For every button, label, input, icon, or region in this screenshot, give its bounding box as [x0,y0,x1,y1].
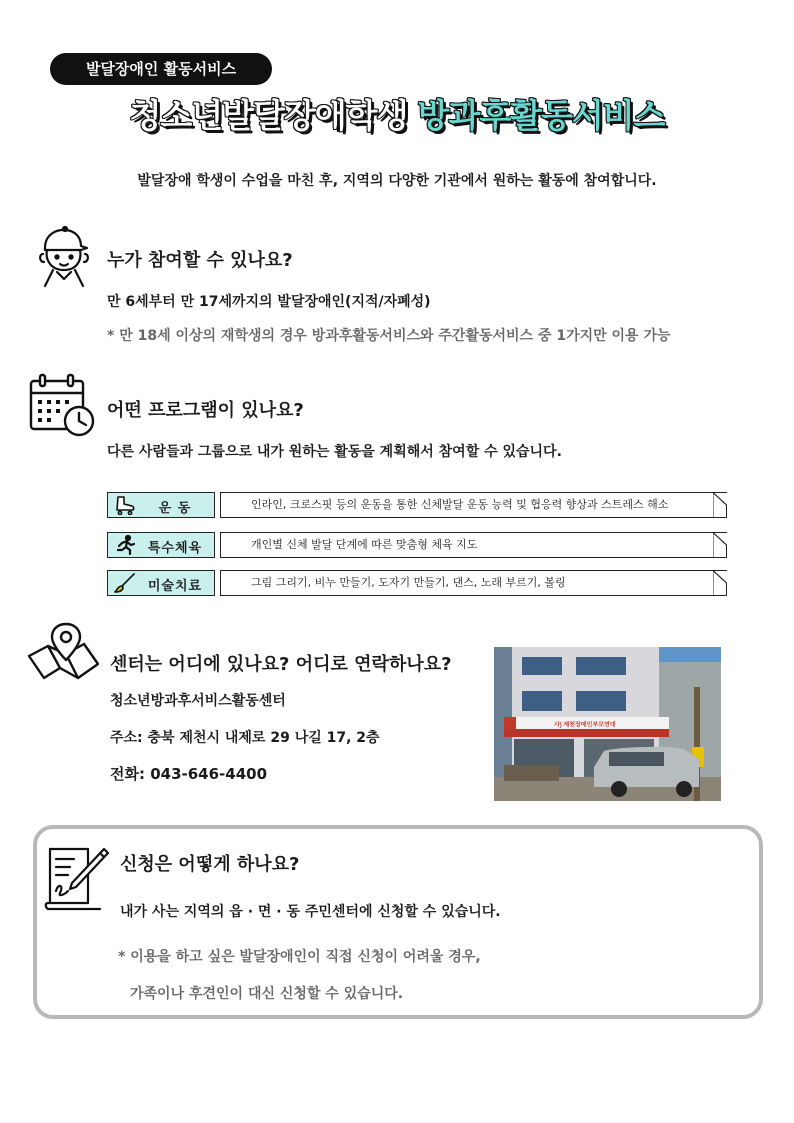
center-address: 주소: 충북 제천시 내제로 29 나길 17, 2층 [110,730,380,746]
program-label: 운 동 [107,492,215,518]
calendar-clock-icon [28,373,98,439]
map-pin-icon [26,622,100,684]
program-desc: 그림 그리기, 비누 만들기, 도자기 만들기, 댄스, 노래 부르기, 볼링 [220,570,727,596]
page-title [0,90,794,137]
folded-corner [713,570,727,596]
category-pill: 발달장애인 활동서비스 [50,53,272,85]
age-note: * 만 18세 이상의 재학생의 경우 방과후활동서비스와 주간활동서비스 중 1가지만 이용 가능 [107,328,671,344]
title-part2: 방과후활동서비스 [417,96,665,135]
program-desc: 인라인, 크로스핏 등의 운동을 통한 신체발달 운동 능력 및 협응력 향상과 스트레스 해소 [220,492,727,518]
running-person-icon [114,535,136,555]
program-row-special-pe [107,532,727,558]
program-label: 미술치료 [107,570,215,596]
roller-skate-icon [114,495,136,515]
folded-corner [713,492,727,518]
apply-heading: 신청은 어떻게 하나요? [120,854,300,875]
building-sign-text: 사) 제천장애인부모연대 [554,722,616,729]
child-face-icon [35,226,93,288]
programs-description: 다른 사람들과 그룹으로 내가 원하는 활동을 계획해서 참여할 수 있습니다. [107,444,562,460]
apply-instruction: 내가 사는 지역의 읍 · 면 · 동 주민센터에 신청할 수 있습니다. [120,904,501,920]
center-heading: 센터는 어디에 있나요? 어디로 연락하나요? [110,654,452,675]
center-phone: 전화: 043-646-4400 [110,765,268,783]
center-name: 청소년방과후서비스활동센터 [110,693,286,709]
intro-text: 발달장애 학생이 수업을 마친 후, 지역의 다양한 기관에서 원하는 활동에 참여합니다. [137,173,657,189]
apply-note-line2: 가족이나 후견인이 대신 신청할 수 있습니다. [130,986,404,1002]
apply-note-line1: * 이용을 하고 싶은 발달장애인이 직접 신청이 어려울 경우, [118,949,481,965]
programs-heading: 어떤 프로그램이 있나요? [107,400,304,421]
document-pen-icon [42,845,110,917]
program-label: 특수체육 [107,532,215,558]
title-part1: 청소년발달장애학생 [129,96,408,135]
folded-corner [713,532,727,558]
paintbrush-icon [114,573,136,593]
eligibility-text: 만 6세부터 만 17세까지의 발달장애인(지적/자폐성) [107,294,431,310]
who-heading: 누가 참여할 수 있나요? [107,250,293,271]
center-building-photo [494,647,721,801]
program-row-exercise [107,492,727,518]
program-row-art-therapy [107,570,727,596]
program-desc: 개인별 신체 발달 단계에 따른 맞춤형 체육 지도 [220,532,727,558]
